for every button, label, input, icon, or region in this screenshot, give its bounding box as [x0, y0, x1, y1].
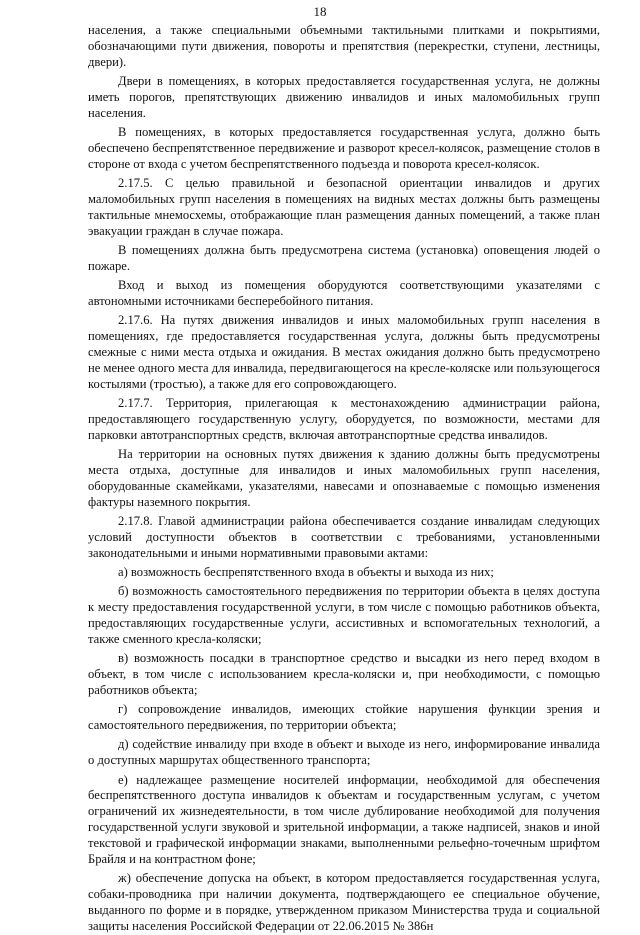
paragraph-2-17-6: 2.17.6. На путях движения инвалидов и иных маломобильных групп населения в помещениях, где предоставляется государственная услуга, должны быть предусмотрены смежные с ними места отдыха и ожидания. В местах ожидания должно быть предусмотрено не менее одного места для инвалида, передвигающегося на кресле-коляске или пользующегося костылями (тростью), а также для его сопровождающего. — [88, 313, 600, 391]
page-number: 18 — [313, 4, 327, 19]
paragraph-continuation: населения, а также специальными объемными тактильными плитками и покрытиями, обозначающими пути движения, повороты и препятствия (перекрестки, ступени, лестницы, двери). — [88, 23, 600, 69]
list-item-zh: ж) обеспечение допуска на объект, в котором предоставляется государственная услуга, собаки-проводника при наличии документа, подтверждающего ее специальное обучение, выданного по форме и в порядке, утвержденном приказом Министерства труда и социальной защиты населения Российской Федерации от 22.06.2015 № 386н — [88, 871, 600, 933]
paragraph-doors-no-thresholds: Двери в помещениях, в которых предоставляется государственная услуга, не должны иметь порогов, препятствующих движению инвалидов и иных маломобильных групп населения. — [88, 74, 600, 120]
paragraph-fire-alarm: В помещениях должна быть предусмотрена система (установка) оповещения людей о пожаре. — [88, 242, 600, 273]
list-item-b: б) возможность самостоятельного передвижения по территории объекта в целях доступа к месту предоставления государственной услуги, в том числе с помощью работников объекта, предоставляющих государственные услуги, ассистивных и вспомогательных технологий, а также сменного кресла-коляски; — [88, 584, 600, 646]
list-item-d: д) содействие инвалиду при входе в объект и выходе из него, информирование инвалида о доступных маршрутах общественного транспорта; — [88, 737, 600, 768]
paragraph-wheelchair-movement: В помещениях, в которых предоставляется государственная услуга, должно быть обеспечено беспрепятственное передвижение и разворот кресел-колясок, размещение столов в стороне от входа с учетом беспрепятственного подъезда и поворота кресел-колясок. — [88, 125, 600, 171]
list-item-e: е) надлежащее размещение носителей информации, необходимой для обеспечения беспрепятственного доступа инвалидов к объектам и государственным услугам, с учетом ограничений их жизнедеятельности, в том числе дублирование необходимой для получения государственной услуги звуковой и зрительной информации, а также надписей, знаков и иной текстовой и графической информации знаками, выполненными рельефно-точечным шрифтом Брайля и на контрастном фоне; — [88, 772, 600, 866]
paragraph-rest-places: На территории на основных путях движения к зданию должны быть предусмотрены места отдыха, доступные для инвалидов и иных маломобильных групп населения, оборудованные скамейками, указателями, навесами и опознаваемые с помощью изменения фактуры наземного покрытия. — [88, 447, 600, 509]
list-item-g: г) сопровождение инвалидов, имеющих стойкие нарушения функции зрения и самостоятельного передвижения, по территории объекта; — [88, 702, 600, 733]
list-item-a: а) возможность беспрепятственного входа в объекты и выхода из них; — [118, 565, 494, 579]
paragraph-entrance-exit-signs: Вход и выход из помещения оборудуются соответствующими указателями с автономными источниками бесперебойного питания. — [88, 278, 600, 308]
list-item-v: в) возможность посадки в транспортное средство и высадки из него перед входом в объект, в том числе с использованием кресла-коляски и, при необходимости, с помощью работников объекта; — [88, 651, 600, 697]
document-body — [88, 23, 600, 935]
paragraph-2-17-5: 2.17.5. С целью правильной и безопасной ориентации инвалидов и других маломобильных групп населения в помещениях на видных местах должны быть размещены тактильные мнемосхемы, отображающие план размещения данных помещений, а также план эвакуации граждан в случае пожара. — [88, 176, 600, 238]
paragraph-2-17-8: 2.17.8. Главой администрации района обеспечивается создание инвалидам следующих условий доступности объектов в соответствии с требованиями, установленными законодательными и иными нормативными правовыми актами: — [88, 513, 600, 560]
paragraph-2-17-7: 2.17.7. Территория, прилегающая к местонахождению администрации района, предоставляющего государственную услугу, оборудуется, по возможности, местами для парковки автотранспортных средств, включая автотранспортные средства инвалидов. — [88, 396, 600, 442]
